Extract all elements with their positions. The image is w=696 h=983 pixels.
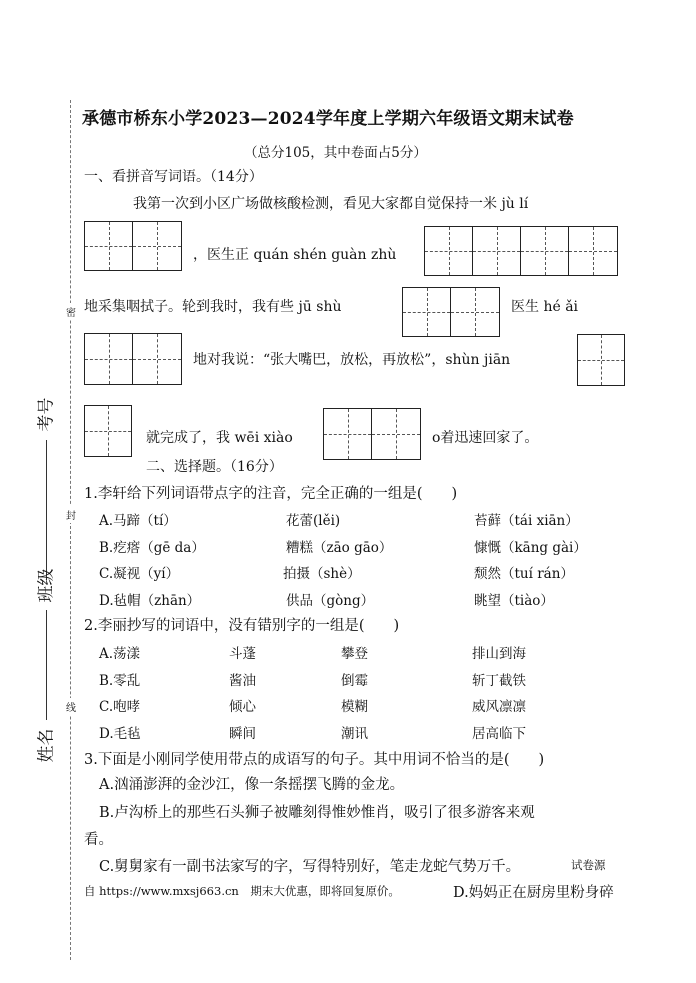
section1-line1: 我第一次到小区广场做核酸检测，看见大家都自觉保持一米 jù lí [133,196,529,212]
pinyin-grid-7[interactable] [323,408,421,460]
pinyin-grid-3[interactable] [402,287,500,337]
section2-heading: 二、选择题。（16分） [146,459,283,475]
class-line [46,610,47,720]
q2-option-d-3: 潮讯 [341,726,368,742]
pinyin-grid-5[interactable] [577,334,625,386]
q2-option-d-4: 居高临下 [472,726,526,742]
q2-option-d-1: D.毛毡 [99,726,141,742]
seal-mark-mi: 密 [66,303,76,320]
q1-option-d-1: D.毡帽（zhān） [99,593,201,609]
pinyin-grid-4[interactable] [84,333,182,385]
q2-option-a-4: 排山到海 [472,646,526,662]
q3-option-a: A.汹涌澎湃的金沙江，像一条摇摆飞腾的金龙。 [99,777,405,793]
q2-stem: 2.李丽抄写的词语中，没有错别字的一组是( ) [84,618,400,634]
exam-number-label: 考号 [36,397,57,432]
q1-option-a-2: 花蕾(lěi) [286,513,341,529]
q1-stem: 1.李轩给下列词语带点字的注音，完全正确的一组是( ) [84,486,458,502]
q1-option-b-1: B.疙瘩（gē da） [99,540,205,556]
q1-option-a-3: 苔藓（tái xiān） [474,513,579,529]
section1-text2a: 地采集咽拭子。轮到我时，我有些 jū shù [84,299,342,315]
q1-option-a-1: A.马蹄（tí） [99,513,177,529]
q2-option-c-1: C.咆哮 [99,699,141,715]
pinyin-grid-2[interactable] [424,226,618,276]
exam-number-line [46,440,47,580]
q2-option-d-2: 瞬间 [229,726,256,742]
name-label: 姓名 [36,728,57,763]
pinyin-grid-1[interactable] [84,221,182,271]
section1-text2b: 医生 hé ǎi [511,299,579,315]
q1-option-d-3: 眺望（tiào） [474,593,554,609]
binding-dashed-line [70,100,71,960]
q3-option-b-line2: 看。 [84,832,113,848]
q3-stem: 3.下面是小刚同学使用带点的成语写的句子。其中用词不恰当的是( ) [84,752,545,768]
page-title: 承德市桥东小学2023—2024学年度上学期六年级语文期末试卷 [82,109,574,129]
q2-option-c-3: 模糊 [341,699,368,715]
section1-text4b: o着迅速回家了。 [432,430,539,446]
q2-option-a-1: A.荡漾 [99,646,141,662]
q1-option-c-2: 拍摄（shè） [283,566,361,582]
page-subtitle: （总分105，其中卷面占5分） [244,145,427,161]
q2-option-b-4: 斩丁截铁 [472,673,526,689]
q2-option-c-2: 倾心 [229,699,256,715]
q1-option-c-3: 颓然（tuí rán） [474,566,574,582]
q2-option-b-1: B.零乱 [99,673,141,689]
section1-text1: ，医生正 quán shén guàn zhù [193,247,397,263]
q3-option-d: D.妈妈正在厨房里粉身碎 [453,885,614,901]
q3-option-b-line1: B.卢沟桥上的那些石头狮子被雕刻得惟妙惟肖，吸引了很多游客来观 [99,805,535,821]
q2-option-b-2: 酱油 [229,673,256,689]
watermark-tail: 试卷源 [571,858,606,872]
q1-option-b-3: 慷慨（kāng gài） [474,540,587,556]
seal-mark-feng: 封 [66,506,76,523]
section1-text4a: 就完成了，我 wēi xiào [146,430,293,446]
seal-mark-xian: 线 [66,698,76,715]
class-label: 班级 [36,568,57,603]
section1-text3: 地对我说：“张大嘴巴，放松，再放松”，shùn jiān [193,352,511,368]
watermark-line: 自 https://www.mxsj663.cn 期末大优惠，即将回复原价。 [84,884,400,898]
q2-option-b-3: 倒霉 [341,673,368,689]
q1-option-c-1: C.凝视（yí） [99,566,180,582]
section1-heading: 一、看拼音写词语。（14分） [84,169,263,185]
q2-option-c-4: 威风凛凛 [472,699,526,715]
q1-option-d-2: 供品（gòng） [286,593,375,609]
q1-option-b-2: 糟糕（zāo gāo） [286,540,393,556]
q2-option-a-2: 斗蓬 [229,646,256,662]
pinyin-grid-6[interactable] [84,405,132,457]
q2-option-a-3: 攀登 [341,646,368,662]
q3-option-c: C.舅舅家有一副书法家写的字，写得特别好，笔走龙蛇气势万千。 [99,859,521,875]
